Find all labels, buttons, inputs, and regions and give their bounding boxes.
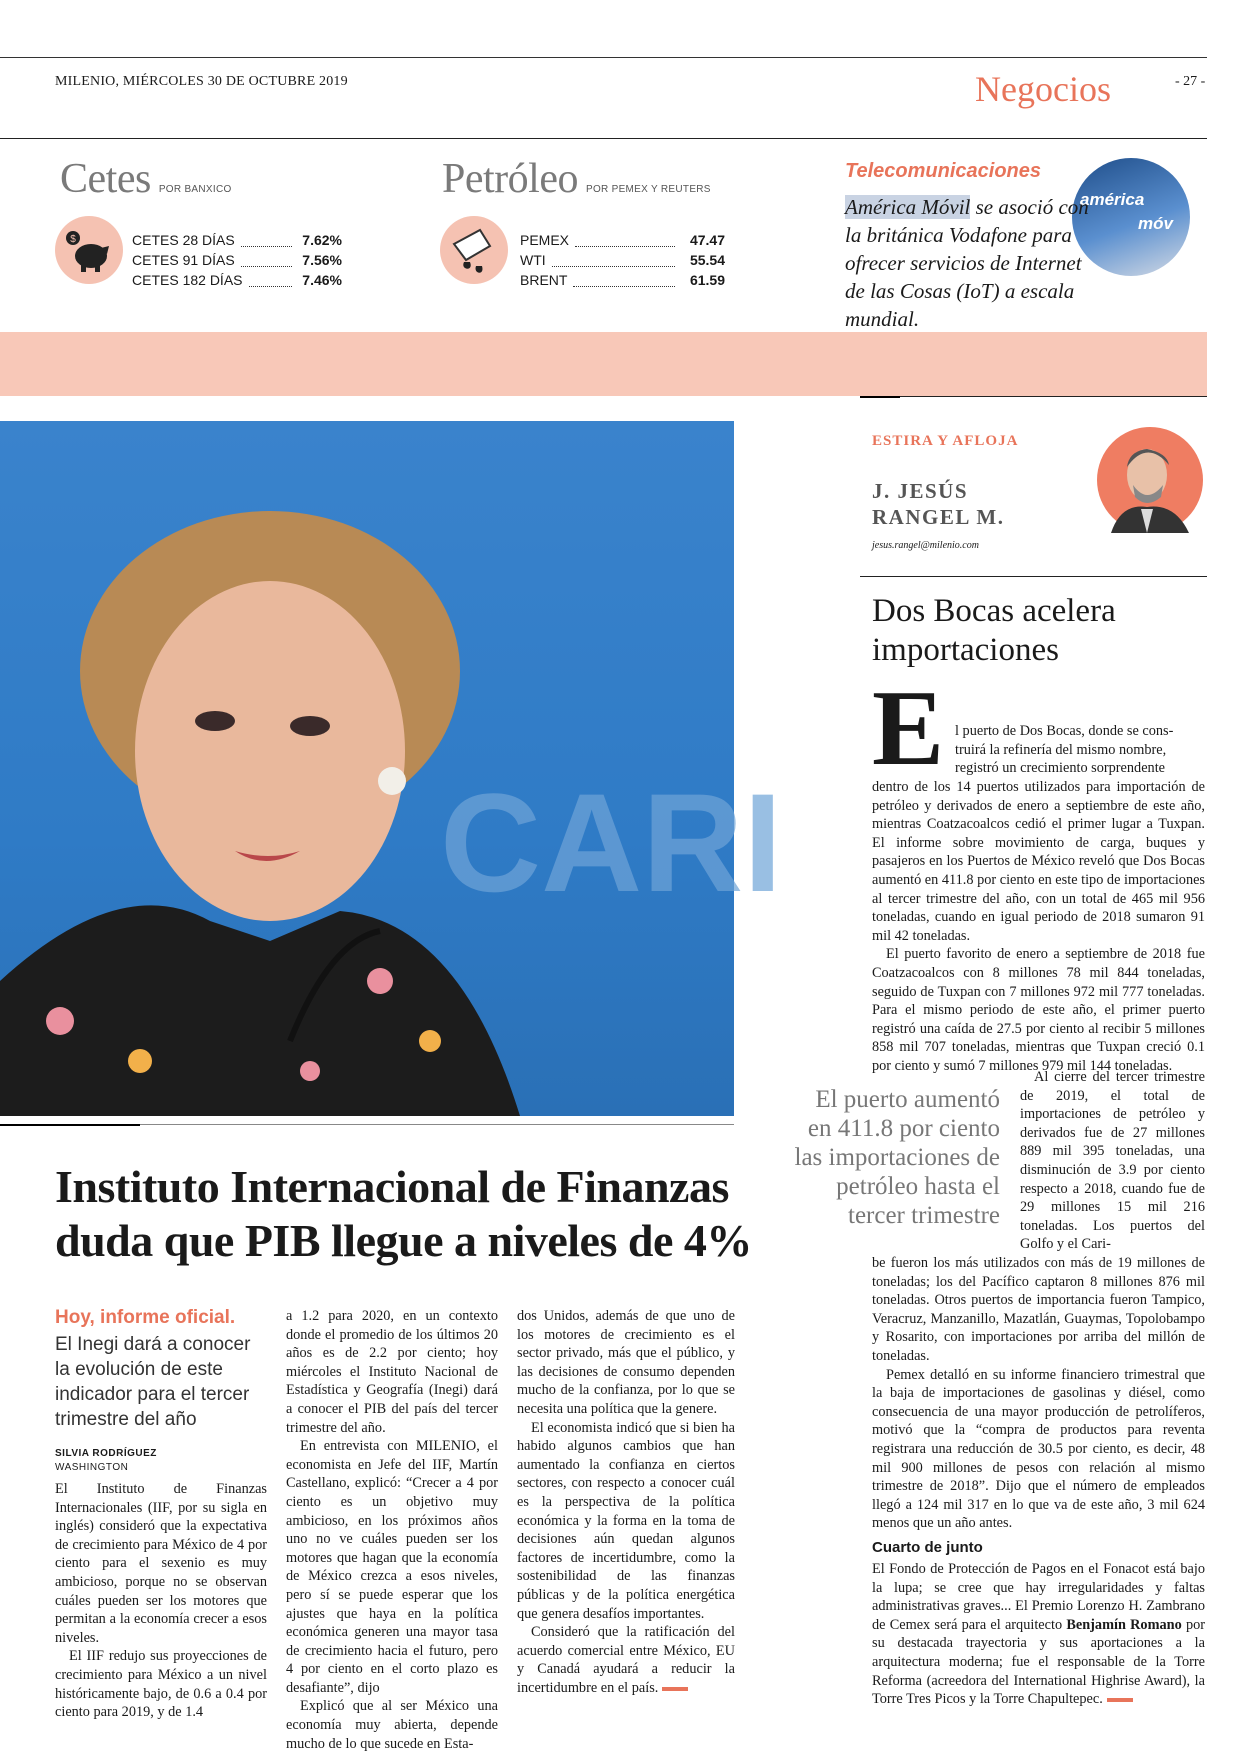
column-body-top: dentro de los 14 puertos utilizados para importación de petróleo y derivados de enero a septiembre de este año, mientras Coatzacoalcos cedió el primer lugar a Tuxpan. El informe sobre movimiento de carga, buques y pasajeros en los Puertos de México reveló que Dos Bocas aumentó en 411.8 por ciento en este tipo de importaciones al tercer trimestre del año, con un total de 465 mil 956 toneladas, cuando en igual periodo de 2018 sumaron 91 mil 42 toneladas. El puerto favorito de enero a septiembre de 2018 fue Coatzacoalcos con 8 millones 78 mil 844 toneladas, seguido de Tuxpan con 7 millones 972 mil 777 toneladas. Para el mismo periodo de este año, el primer puerto registró una caída de 27.5 por ciento al recibir 5 millones 858 mil 707 toneladas, mientras que Tuxpan creció 0.1 por ciento y sumó 7 millones 979 mil 144 toneladas. — [872, 779, 1205, 1074]
pull-quote: El puerto aumentó en 411.8 por ciento las importaciones de petróleo hasta el tercer trimestre — [794, 1086, 1000, 1229]
drop-cap: E — [872, 669, 945, 788]
page-number: - 27 - — [1175, 74, 1206, 89]
column-body-final: El Fondo de Protección de Pagos en el Fonacot está bajo la lupa; se cree que hay irregularidades y faltas administrativas graves... El Premio Lorenzo H. Zambrano de Cemex será para el arquitecto Benjamín Romano por su destacada trayectoria y sus aportaciones a la arquitectura moderna; fue el responsable de la Torre Reforma (acreedora del International Highrise Award), la Torre Tres Picos y la Torre Chapultepec. — [872, 1561, 1206, 1708]
column-top-rule — [860, 396, 1207, 397]
cetes-heading: Cetes POR BANXICO — [60, 156, 232, 202]
end-mark — [662, 1687, 688, 1691]
piggy-bank-icon — [55, 216, 123, 284]
ad-band — [0, 332, 1207, 396]
dek: El Inegi dará a conocer la evolución de este indicador para el tercer trimestre del año — [55, 1334, 251, 1430]
issue-date: MILENIO, MIÉRCOLES 30 DE OCTUBRE 2019 — [55, 74, 348, 89]
header-rule — [0, 138, 1207, 139]
article-column-1: El Instituto de Finanzas Internacionales (IIF, por su sigla en inglés) consideró que la expectativa de crecimiento para México de 4 por ciento para el sexenio es muy ambicioso, porque no se observan cuáles pueden ser los motores que permitan a la economía crecer a esos niveles. El IIF redujo sus proyecciones de crecimiento para México a un nivel históricamente bajo, de 0.6 a 0.4 por ciento para 2019, y de 1.4 — [55, 1481, 267, 1721]
column-label: ESTIRA Y AFLOJA — [872, 433, 1019, 449]
petroleo-table — [520, 230, 725, 290]
column-title-rule — [860, 576, 1207, 577]
byline-location: WASHINGTON — [55, 1462, 129, 1473]
column-body-narrow: Al cierre del tercer trimestre de 2019, el total de importaciones de petróleo y derivados fue de 27 millones 889 mil 395 toneladas, una disminución de 3.9 por ciento respecto a 2018, cuando fue de 29 millones 15 mil 216 toneladas. Los puertos del Golfo y el Cari- — [1020, 1069, 1205, 1253]
end-mark — [1107, 1698, 1133, 1702]
petroleo-heading: Petróleo POR PEMEX Y REUTERS — [442, 156, 711, 202]
top-rule — [0, 57, 1207, 58]
petroleo-row-brent: BRENT 61.59 — [520, 272, 725, 288]
author-email: jesus.rangel@milenio.com — [872, 540, 979, 551]
telecom-title: Telecomunicaciones — [845, 160, 1041, 182]
byline: SILVIA RODRÍGUEZ — [55, 1448, 157, 1459]
column-top-rule-accent — [860, 396, 900, 398]
cetes-row-182: CETES 182 DÍAS 7.46% — [132, 272, 342, 288]
america-movil-photo: américa móv — [1072, 158, 1190, 276]
cetes-row-91: CETES 91 DÍAS 7.56% — [132, 252, 342, 268]
kicker: Hoy, informe oficial. — [55, 1307, 236, 1328]
column-subhead: Cuarto de junto — [872, 1539, 983, 1556]
article-column-2: a 1.2 para 2020, en un contexto donde el promedio de los últimos 20 años es de 2.2 por ciento; hoy miércoles el Instituto Nacional de Estadística y Geografía (Inegi) dará a conocer el PIB del país del tercer trimestre del año. En entrevista con MILENIO, el economista en Jefe del IIF, Martín Castellano, explicó: “Crecer a 4 por ciento es un objetivo muy ambicioso, en los próximos años uno no ve cuáles pueden ser los motores que hagan que la economía de México crezca a esos niveles, pero sí se puede esperar que los ajustes que haya en la política económica generen una mayor tasa de crecimiento hacia el futuro, pero 4 por ciento en el corto plazo es desafiante”, dijo Explicó que al ser México una economía muy abierta, depende mucho de lo que sucede en Esta- — [286, 1308, 498, 1752]
telecom-text: América Móvil se asoció con la británica Vodafone para ofrecer servicios de Internet de las Cosas (IoT) a escala mundial. — [845, 195, 1089, 331]
svg-text:CARI: CARI — [440, 764, 783, 921]
petroleo-row-pemex: PEMEX 47.47 — [520, 232, 725, 248]
headline-rule-accent — [0, 1124, 140, 1126]
section-title: Negocios — [975, 69, 1111, 109]
cetes-row-28: CETES 28 DÍAS 7.62% — [132, 232, 342, 248]
petroleo-row-wti: WTI 55.54 — [520, 252, 725, 268]
lead-photo — [0, 421, 783, 1116]
column-lead-lines: l puerto de Dos Bocas, donde se cons- truirá la refinería del mismo nombre, registró un crecimiento sorprendente — [955, 723, 1174, 777]
column-author: J. JESÚS RANGEL M. — [872, 479, 1005, 529]
column-body-bottom: be fueron los más utilizados con más de 19 millones de toneladas; los del Pacífico captaron 8 millones 876 mil toneladas. Otros puertos de importancia fueron Tampico, Veracruz, Manzanillo, Mazatlán, Guaymas, Topolobampo y Rosarito, con importaciones por arriba del millón de toneladas. Pemex detalló en su informe financiero trimestral que la baja de importaciones de gasolinas y diésel, como consecuencia de una mayor producción de petrolíferos, motivó que la “compra de productos para reventa registrara una reducción de 30.5 por ciento, es decir, 48 mil 900 millones de pesos con relación al mismo trimestre de 2018”. Dijo que el número de empleados llegó a 124 mil 317 en lo que va de este año, 3 mil 624 menos que un año antes. — [872, 1255, 1205, 1532]
column-title: Dos Bocas acelera importaciones — [872, 593, 1116, 668]
main-headline: Instituto Internacional de Finanzas duda que PIB llegue a niveles de 4% — [55, 1161, 752, 1266]
cetes-table — [132, 230, 342, 290]
author-avatar — [1097, 427, 1203, 533]
svg-text:$: $ — [70, 234, 76, 245]
article-column-3: dos Unidos, además de que uno de los motores de crecimiento es el sector privado, más que el público, y las decisiones de consumo dependen mucho de la confianza, por lo que se necesita una política que la genere. El economista indicó que si bien ha habido algunos cambios que han aumentado la confianza en ciertos sectores, con respecto a conocer cuál es la perspectiva de la política económica y la forma en la toma de decisiones aún quedan algunos factores de incertidumbre, como la sostenibilidad de las finanzas públicas y de la política energética que genera desafíos importantes. Consideró que la ratificación del acuerdo comercial entre México, EU y Canadá ayudará a reducir la incertidumbre en el país. — [517, 1308, 735, 1696]
oil-drop-icon — [440, 216, 508, 284]
